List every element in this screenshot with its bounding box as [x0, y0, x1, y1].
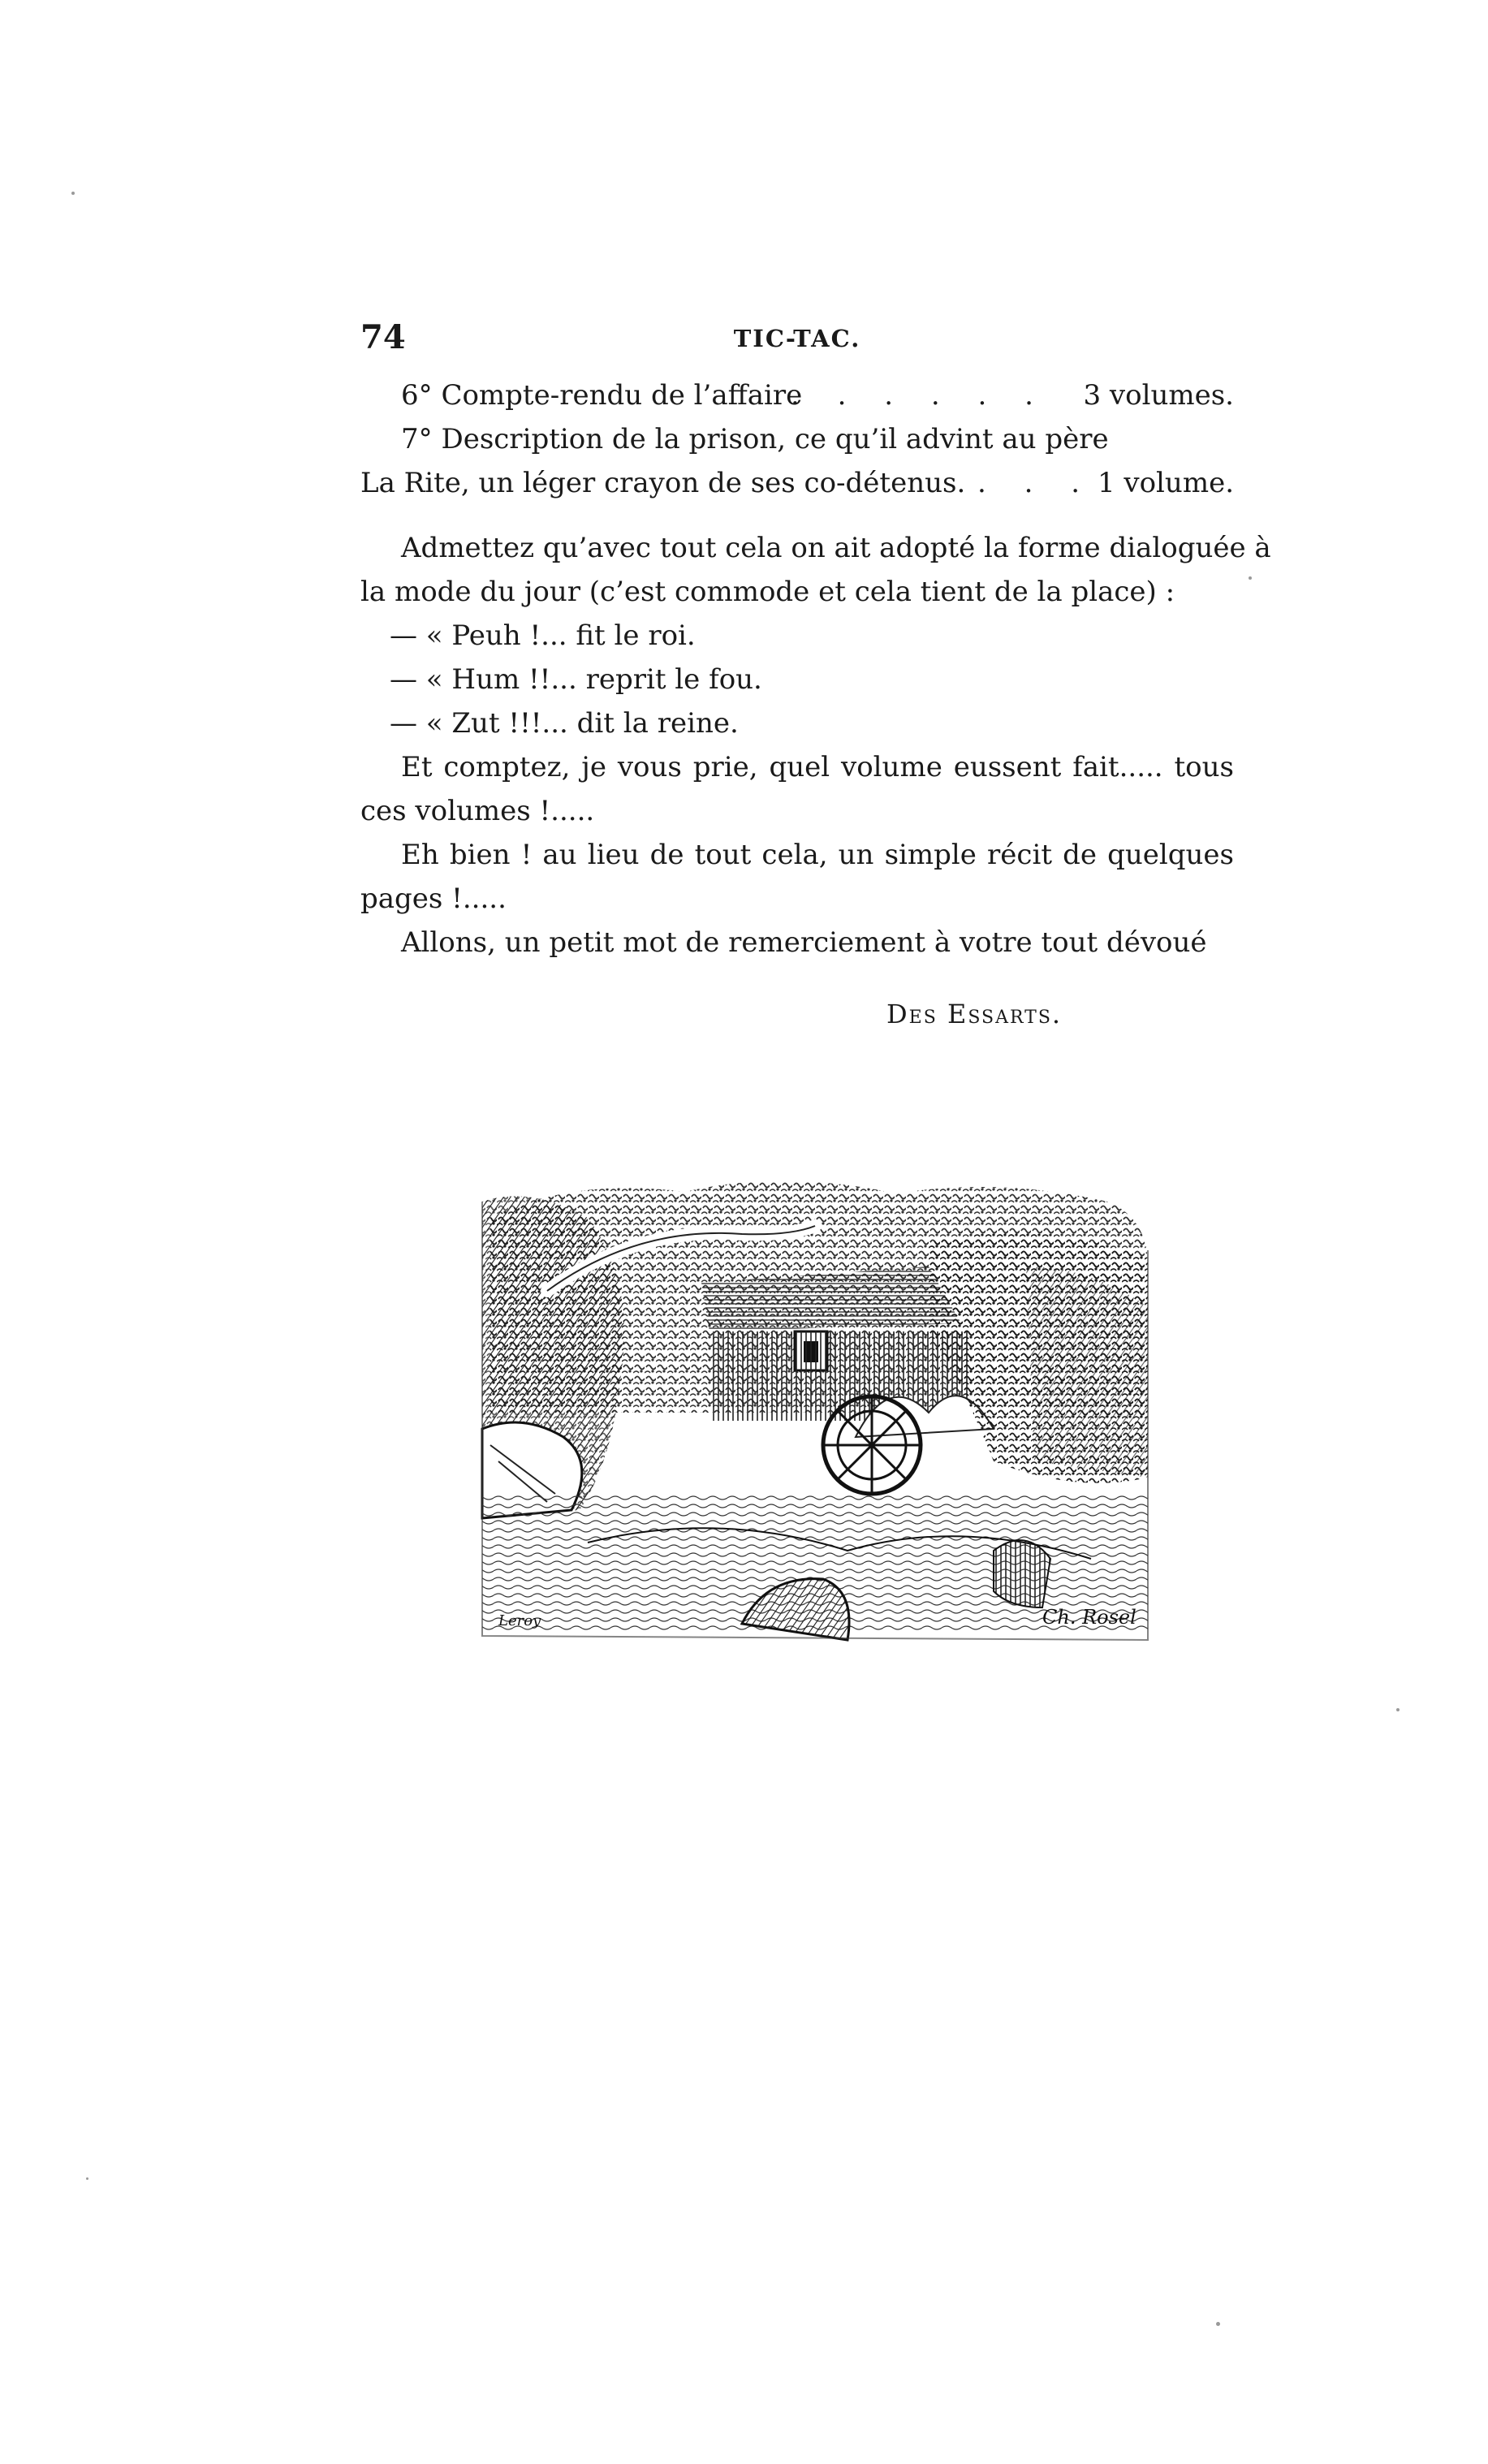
list-item-label: 7° Description de la prison, ce qu’il advint au père	[401, 423, 1109, 455]
scan-speck	[71, 192, 75, 195]
engraver-signature-left: Leroy	[498, 1612, 541, 1629]
page-number: 74	[360, 318, 406, 356]
signature: Des Essarts.	[886, 999, 1063, 1029]
paragraph-line: la mode du jour (c’est commode et cela tient de la place) :	[360, 576, 1175, 608]
dot-leader: . . .	[977, 467, 1095, 499]
paragraph-line: Admettez qu’avec tout cela on ait adopté la forme dialoguée à	[401, 532, 1271, 564]
paragraph-line: ces volumes !.....	[360, 795, 595, 827]
engraver-signature-right: Ch. Rosel	[1042, 1606, 1136, 1629]
watermill-engraving	[474, 1169, 1161, 1656]
list-item-label: 6° Compte-rendu de l’affaire	[401, 379, 803, 412]
paragraph-line: pages !.....	[360, 882, 507, 915]
paragraph-line: Et comptez, je vous prie, quel volume eussent fait..... tous	[401, 751, 1234, 783]
dot-leader: . . . . . .	[791, 379, 1048, 412]
list-item	[360, 417, 1234, 461]
scan-speck	[1249, 576, 1252, 580]
page-header	[360, 318, 1234, 360]
list-item-label: La Rite, un léger crayon de ses co-détenus.	[360, 467, 966, 499]
paragraph-line: Eh bien ! au lieu de tout cela, un simple récit de quelques	[401, 839, 1234, 871]
paragraph-line: Allons, un petit mot de remerciement à votre tout dévoué	[401, 926, 1207, 959]
dialogue-line: — « Peuh !... fit le roi.	[390, 619, 696, 652]
volume-count: 1 volume.	[1097, 467, 1234, 499]
running-head: TIC-TAC.	[733, 325, 861, 352]
scan-speck	[86, 2177, 88, 2180]
scan-speck	[1396, 1708, 1400, 1711]
list-item	[360, 461, 1234, 505]
dialogue-line: — « Hum !!... reprit le fou.	[390, 663, 762, 696]
volume-count: 3 volumes.	[1083, 379, 1234, 412]
dialogue-line: — « Zut !!!... dit la reine.	[390, 707, 739, 740]
list-item	[360, 373, 1234, 417]
scan-speck	[1216, 2322, 1220, 2326]
